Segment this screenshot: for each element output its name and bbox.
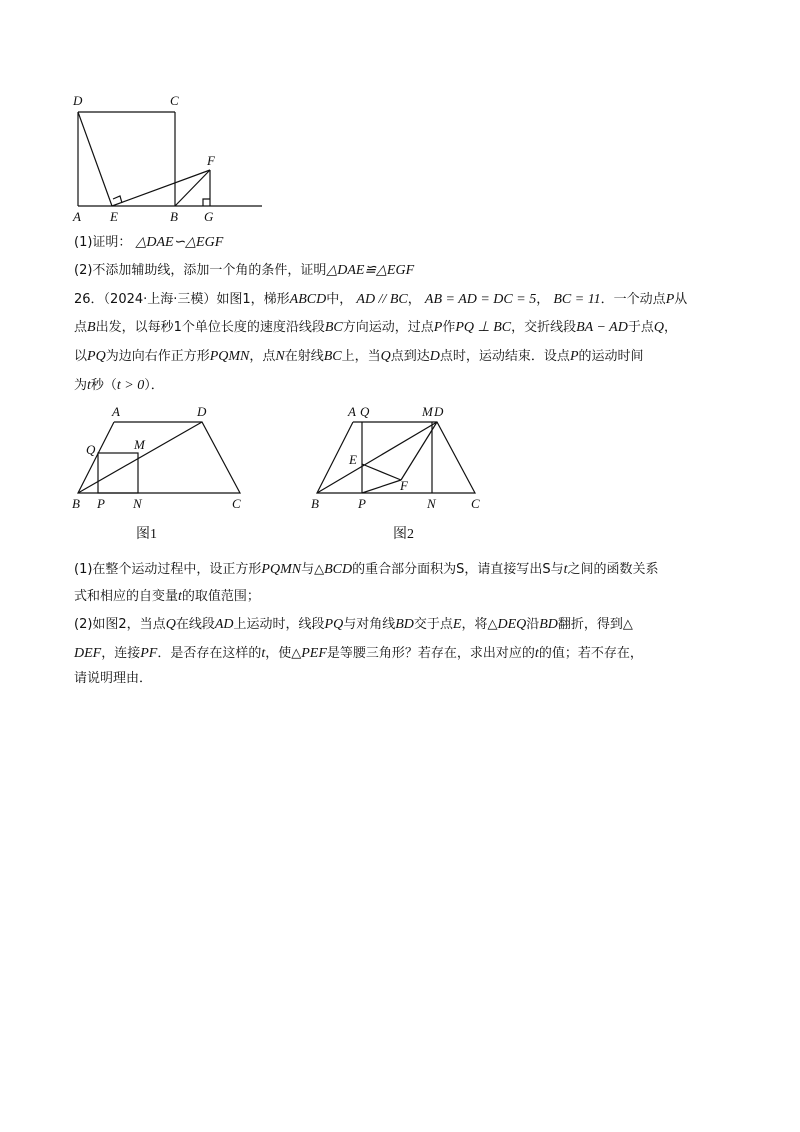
math: P: [433, 320, 443, 335]
math: PQ: [324, 617, 344, 632]
label-E: E: [349, 452, 357, 467]
text: ，: [663, 320, 677, 335]
math: t: [261, 646, 266, 661]
label-P: P: [358, 496, 366, 511]
text: (2)如图2，当点: [74, 617, 166, 632]
text: ，连接: [101, 646, 141, 661]
sub-question-2-line-1: [74, 615, 633, 635]
label-F: F: [400, 478, 408, 493]
text: 从: [674, 292, 688, 307]
text: ，: [407, 292, 421, 307]
label-Q: Q: [360, 404, 370, 419]
text: 中，: [326, 292, 353, 307]
question-1-text: 证明：: [92, 235, 132, 250]
label-G: G: [204, 209, 214, 224]
math: BD: [395, 617, 414, 632]
math: N: [275, 349, 285, 364]
text: 点到达: [390, 349, 430, 364]
math: AB = AD = DC = 5: [424, 292, 537, 307]
problem-26-line-3: [74, 347, 644, 367]
label-N: N: [427, 496, 436, 511]
math: P: [665, 292, 675, 307]
square-triangle-figure: [60, 90, 280, 230]
label-C: C: [471, 496, 480, 511]
question-1-math: △DAE∽△EGF: [135, 235, 224, 250]
text: 为: [74, 378, 88, 393]
label-A: A: [112, 404, 120, 419]
figure-2-caption: 图2: [393, 527, 414, 542]
label-C: C: [170, 93, 179, 108]
sub-question-1-line-2: [74, 587, 260, 607]
math: P: [569, 349, 579, 364]
math: BD: [539, 617, 558, 632]
label-M: M: [134, 437, 145, 452]
text: 沿: [526, 617, 540, 632]
text: 请说明理由．: [74, 671, 153, 686]
label-B: B: [72, 496, 80, 511]
math: t: [563, 562, 568, 577]
math: D: [429, 349, 440, 364]
problem-26-line-1: [74, 290, 687, 310]
math: BC: [324, 320, 343, 335]
math: PQ ⊥ BC: [455, 320, 512, 335]
text: 出发，以每秒1个单位长度的速度沿线段: [95, 320, 325, 335]
math: BC: [323, 349, 342, 364]
text: 在线段: [175, 617, 215, 632]
text: ．是否存在这样的: [157, 646, 262, 661]
question-1: [74, 233, 223, 253]
math: PQ: [87, 349, 106, 364]
text: 的取值范围；: [181, 589, 260, 604]
label-Q: Q: [86, 442, 96, 457]
text: ，交折线段: [511, 320, 577, 335]
math: Q: [165, 617, 176, 632]
figure-1: [66, 402, 256, 542]
math: AD: [214, 617, 234, 632]
text: ．一个动点: [600, 292, 666, 307]
text: 翻折，得到△: [557, 617, 633, 632]
text: 26．（2024·上海·三模）如图1，梯形: [74, 292, 290, 307]
text: 的运动时间: [578, 349, 644, 364]
label-D: D: [73, 93, 83, 108]
sub-question-2-line-3: [74, 669, 152, 689]
text: 在射线: [284, 349, 324, 364]
math: PQMN: [261, 562, 302, 577]
label-D: D: [434, 404, 444, 419]
math: B: [87, 320, 96, 335]
text: 之间的函数关系: [567, 562, 659, 577]
math: ABCD: [289, 292, 327, 307]
label-B: B: [170, 209, 178, 224]
text: 交于点: [413, 617, 453, 632]
text: 式和相应的自变量: [74, 589, 179, 604]
text: ）．: [144, 378, 164, 393]
question-2-math: △DAE≌△EGF: [326, 263, 415, 278]
text: 为边向右作正方形: [105, 349, 210, 364]
text: 的重合部分面积为S，请直接写出S与: [352, 562, 564, 577]
problem-26-line-4: [74, 376, 164, 396]
label-P: P: [97, 496, 105, 511]
text: ，将△: [461, 617, 498, 632]
math: E: [452, 617, 462, 632]
label-M: M: [422, 404, 433, 419]
label-E: E: [110, 209, 118, 224]
label-B: B: [311, 496, 319, 511]
math: t: [87, 378, 91, 393]
text: (1)在整个运动过程中，设正方形: [74, 562, 262, 577]
question-2: [74, 261, 414, 281]
label-D: D: [197, 404, 207, 419]
math: t: [534, 646, 539, 661]
text: 于点: [627, 320, 654, 335]
math: Q: [653, 320, 664, 335]
text: 作: [442, 320, 456, 335]
math: PQMN: [209, 349, 250, 364]
label-A: A: [73, 209, 81, 224]
figure-2: [305, 402, 495, 542]
text: 以: [74, 349, 88, 364]
label-N: N: [133, 496, 142, 511]
math: BCD: [324, 562, 353, 577]
sub-question-2-line-2: [74, 644, 643, 664]
math: AD // BC: [356, 292, 408, 307]
text: 的值；若不存在，: [538, 646, 643, 661]
text: 方向运动，过点: [342, 320, 434, 335]
label-A: A: [348, 404, 356, 419]
text: 点时，运动结束．设点: [439, 349, 570, 364]
problem-26-line-2: [74, 318, 677, 338]
question-2-number: (2): [74, 263, 93, 278]
text: ，点: [249, 349, 276, 364]
text: 与对角线: [343, 617, 396, 632]
text: 点: [74, 320, 88, 335]
text: 上，当: [341, 349, 381, 364]
text: 秒（: [90, 378, 117, 393]
text: 与△: [301, 562, 325, 577]
text: ，使△: [265, 646, 302, 661]
question-1-number: (1): [74, 235, 93, 250]
math: t: [178, 589, 182, 604]
math: BC = 11: [553, 292, 601, 307]
label-C: C: [232, 496, 241, 511]
text: 上运动时，线段: [233, 617, 325, 632]
text: 是等腰三角形？若存在，求出对应的: [326, 646, 535, 661]
math: Q: [380, 349, 391, 364]
math: PEF: [301, 646, 327, 661]
text: ，: [536, 292, 550, 307]
question-2-text: 不添加辅助线，添加一个角的条件，证明: [92, 263, 327, 278]
math: DEF: [74, 646, 102, 661]
math: t > 0: [116, 378, 145, 393]
math: PF: [140, 646, 158, 661]
sub-question-1-line-1: [74, 560, 659, 580]
math: DEQ: [497, 617, 527, 632]
math: BA − AD: [576, 320, 628, 335]
figure-1-caption: 图1: [136, 527, 157, 542]
label-F: F: [207, 153, 215, 168]
